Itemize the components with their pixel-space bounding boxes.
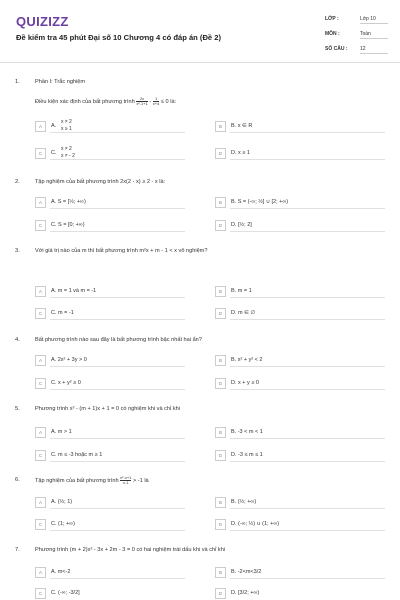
option-underline — [50, 159, 185, 160]
option-underline — [230, 231, 385, 232]
option-c-box[interactable]: C — [35, 378, 46, 389]
option-d-box[interactable]: D — [215, 378, 226, 389]
question-count-value: 12 — [360, 46, 388, 54]
option-underline — [230, 319, 385, 320]
option-b-box[interactable]: B — [215, 567, 226, 578]
option-underline — [50, 366, 185, 367]
option-a-box[interactable]: A — [35, 286, 46, 297]
option-a-box[interactable]: A — [35, 121, 46, 132]
question-text-main: Tập nghiệm của bất phương trình — [35, 477, 119, 484]
option-c-text: C. m ≤ -3 hoặc m ≥ 1 — [51, 452, 103, 458]
option-a-box[interactable]: A — [35, 355, 46, 366]
option-c-box[interactable]: C — [35, 519, 46, 530]
option-c-box[interactable]: C — [35, 308, 46, 319]
option-d-box[interactable]: D — [215, 308, 226, 319]
question-number: 6. — [15, 477, 20, 483]
option-d-text: D. (-∞; ½) ∪ (1; +∞) — [231, 521, 280, 527]
option-b-text: B. -3 < m < 1 — [231, 429, 263, 435]
option-b-box[interactable]: B — [215, 355, 226, 366]
question-number: 3. — [15, 248, 20, 254]
option-underline — [230, 208, 385, 209]
option-c-text: C. x + y² ≥ 0 — [51, 380, 81, 386]
fraction: $\frac{\text{x²-x+1}}{x-1}$ — [120, 475, 132, 485]
option-a-text: A. m = 1 và m = -1 — [51, 288, 97, 294]
option-d-text: D. -3 ≤ m ≤ 1 — [231, 452, 263, 458]
option-a-text: A. m > 1 — [51, 429, 72, 435]
option-a-box[interactable]: A — [35, 497, 46, 508]
question-text-tail: ≤ 0 là: — [160, 98, 177, 105]
option-c-text: C. S = [0; +∞) — [51, 222, 85, 228]
option-underline — [50, 530, 185, 531]
option-c-text: C. m = -1 — [51, 310, 74, 316]
header — [0, 0, 400, 63]
question-text: Điều kiện xác định của bất phương trình $\frac{2x}{\text{x²-1+1}}$ - $\frac{1}{x+4}$ ≤ 0 là: — [35, 96, 177, 106]
option-b-text: B. S = (-∞; ½] ∪ [2; +∞) — [231, 199, 289, 205]
system-line: x ≠ 2 — [61, 119, 72, 125]
option-underline — [230, 438, 385, 439]
option-underline — [230, 389, 385, 390]
option-underline — [50, 389, 185, 390]
option-a-text: A. m<-2 — [51, 569, 71, 575]
option-underline — [230, 132, 385, 133]
option-underline — [230, 159, 385, 160]
option-c-box[interactable]: C — [35, 220, 46, 231]
option-c-box[interactable]: C — [35, 450, 46, 461]
option-c-text: C. (-∞; -3/2] — [51, 590, 80, 596]
option-underline — [230, 461, 385, 462]
option-underline — [230, 578, 385, 579]
option-underline — [230, 530, 385, 531]
question-number: 4. — [15, 337, 20, 343]
option-c-system — [61, 146, 75, 160]
option-b-box[interactable]: B — [215, 121, 226, 132]
question-text: Bất phương trình nào sau đây là bất phương trình bậc nhất hai ẩn? — [35, 337, 202, 343]
option-d-box[interactable]: D — [215, 588, 226, 599]
class-label: LỚP : — [325, 16, 339, 22]
question-text: Với giá trị nào của m thì bất phương trình m²x + m - 1 < x vô nghiệm? — [35, 248, 208, 254]
system-line: x ≥ 1 — [61, 126, 72, 132]
option-b-box[interactable]: B — [215, 286, 226, 297]
subject-value: Toán — [360, 31, 388, 39]
option-a-text: A. — [51, 123, 57, 129]
question-count-label: SỐ CÂU : — [325, 46, 348, 52]
question-number: 5. — [15, 406, 20, 412]
question-text-main: Điều kiện xác định của bất phương trình — [35, 98, 135, 105]
option-underline — [230, 297, 385, 298]
option-underline — [50, 461, 185, 462]
option-a-box[interactable]: A — [35, 197, 46, 208]
option-underline — [50, 508, 185, 509]
option-c-text: C. — [51, 150, 57, 156]
option-a-box[interactable]: A — [35, 427, 46, 438]
option-a-text: A. (½; 1) — [51, 499, 73, 505]
system-line: x ≠ 2 — [61, 146, 72, 152]
option-d-box[interactable]: D — [215, 148, 226, 159]
option-d-text: D. m ∈ ∅ — [231, 310, 256, 316]
option-d-box[interactable]: D — [215, 220, 226, 231]
option-a-text: A. 2x² + 3y > 0 — [51, 357, 87, 363]
question-number: 1. — [15, 79, 20, 85]
subject-label: MÔN : — [325, 31, 340, 37]
option-b-box[interactable]: B — [215, 427, 226, 438]
option-b-text: B. m = 1 — [231, 288, 252, 294]
option-underline — [230, 508, 385, 509]
option-underline — [50, 231, 185, 232]
option-a-box[interactable]: A — [35, 567, 46, 578]
section-title: Phần I: Trắc nghiệm — [35, 79, 86, 85]
question-text: Tập nghiệm của bất phương trình 2x(2 - x) ≥ 2 - x là: — [35, 179, 166, 185]
option-underline — [50, 208, 185, 209]
question-number: 2. — [15, 179, 20, 185]
option-d-box[interactable]: D — [215, 450, 226, 461]
option-b-box[interactable]: B — [215, 497, 226, 508]
option-underline — [230, 366, 385, 367]
option-b-text: B. x ∈ R — [231, 123, 253, 129]
question-text-tail: > -1 là — [132, 477, 149, 484]
quizizz-logo: QUIZIZZ — [16, 14, 69, 29]
option-b-text: B. -2<m<3/2 — [231, 569, 262, 575]
option-d-text: D. x + y ≥ 0 — [231, 380, 259, 386]
question-text: Phương trình (m + 2)x² - 3x + 2m - 3 = 0 có hai nghiệm trái dấu khi và chỉ khi — [35, 547, 226, 553]
option-a-text: A. S = [½; +∞) — [51, 199, 86, 205]
option-underline — [50, 578, 185, 579]
option-b-text: B. x² + y² < 2 — [231, 357, 263, 363]
option-d-text: D. [½; 2] — [231, 222, 252, 228]
option-d-text: D. [3/2; +∞) — [231, 590, 260, 596]
question-text: Phương trình x² - (m + 1)x + 1 = 0 có nghiệm khi và chỉ khi — [35, 406, 180, 412]
option-d-text: D. x ≥ 1 — [231, 150, 250, 156]
option-c-text: C. (1; +∞) — [51, 521, 75, 527]
option-underline — [50, 319, 185, 320]
fraction: $\frac{2x}{\text{x²-1+1}}$ — [136, 96, 148, 106]
fraction: $\frac{1}{x+4}$ — [152, 96, 160, 106]
question-number: 7. — [15, 547, 20, 553]
class-value: Lớp 10 — [360, 16, 388, 24]
option-b-text: B. (½; +∞) — [231, 499, 257, 505]
option-underline — [50, 297, 185, 298]
option-d-box[interactable]: D — [215, 519, 226, 530]
option-a-system — [61, 119, 72, 133]
system-line: x ≠ - 2 — [61, 153, 75, 159]
option-c-box[interactable]: C — [35, 148, 46, 159]
question-text — [35, 476, 149, 485]
page-title: Đề kiểm tra 45 phút Đại số 10 Chương 4 có đáp án (Đề 2) — [16, 33, 222, 42]
option-c-box[interactable]: C — [35, 588, 46, 599]
option-underline — [50, 132, 185, 133]
option-underline — [50, 438, 185, 439]
option-b-box[interactable]: B — [215, 197, 226, 208]
